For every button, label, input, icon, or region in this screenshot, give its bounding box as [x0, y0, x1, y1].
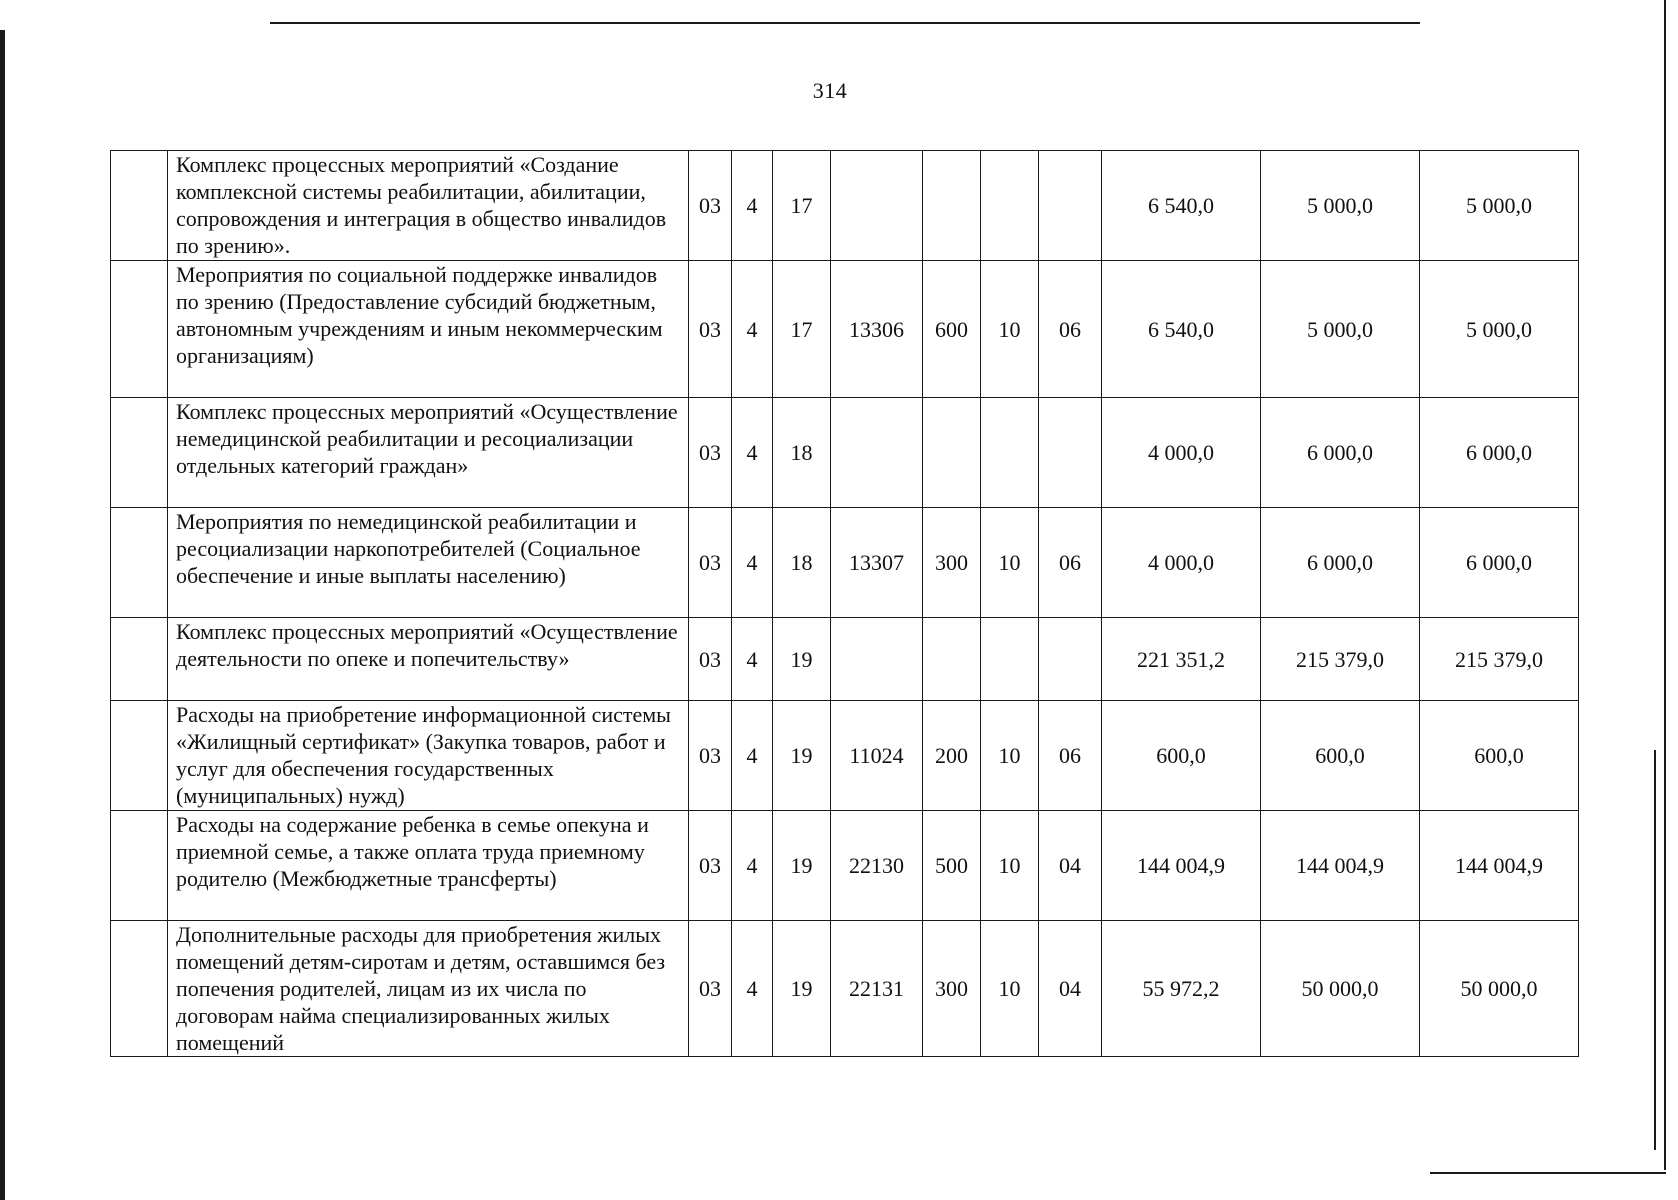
subprogram-code: 17	[773, 151, 831, 261]
section-code: 10	[981, 701, 1039, 811]
row-name: Расходы на содержание ребенка в семье опекуна и приемной семье, а также оплата труда приемному родителю (Межбюджетные трансферты)	[176, 812, 649, 891]
scan-top-edge	[270, 22, 1420, 24]
row-name-cell	[168, 261, 689, 398]
direction-code	[831, 618, 923, 701]
expense-type-code	[923, 151, 981, 261]
amount-year-1: 55 972,2	[1102, 921, 1261, 1057]
amount-year-3: 5 000,0	[1420, 261, 1579, 398]
ministry-code: 03	[689, 811, 732, 921]
program-code: 4	[732, 921, 773, 1057]
subprogram-code: 18	[773, 398, 831, 508]
direction-code	[831, 151, 923, 261]
amount-year-1: 144 004,9	[1102, 811, 1261, 921]
expense-type-code: 200	[923, 701, 981, 811]
amount-year-2: 144 004,9	[1261, 811, 1420, 921]
section-code: 10	[981, 811, 1039, 921]
program-code: 4	[732, 151, 773, 261]
amount-year-2: 6 000,0	[1261, 398, 1420, 508]
direction-code	[831, 398, 923, 508]
section-code	[981, 151, 1039, 261]
amount-year-2: 5 000,0	[1261, 261, 1420, 398]
row-number-cell	[111, 921, 168, 1057]
amount-year-2: 6 000,0	[1261, 508, 1420, 618]
row-name: Мероприятия по немедицинской реабилитации и ресоциализации наркопотребителей (Социальное обеспечение и иные выплаты населению)	[176, 509, 641, 588]
section-code	[981, 398, 1039, 508]
direction-code: 13306	[831, 261, 923, 398]
row-name-cell	[168, 508, 689, 618]
direction-code: 22130	[831, 811, 923, 921]
row-number-cell	[111, 811, 168, 921]
table-row	[111, 921, 1579, 1057]
ministry-code: 03	[689, 261, 732, 398]
row-number-cell	[111, 398, 168, 508]
section-code	[981, 618, 1039, 701]
amount-year-3: 5 000,0	[1420, 151, 1579, 261]
ministry-code: 03	[689, 618, 732, 701]
page-number: 314	[812, 78, 848, 103]
row-name: Расходы на приобретение информационной системы «Жилищный сертификат» (Закупка товаров, работ и услуг для обеспечения государственных (муниципальных) нужд)	[176, 702, 671, 808]
row-name-cell	[168, 618, 689, 701]
amount-year-3: 6 000,0	[1420, 398, 1579, 508]
subsection-code: 06	[1039, 701, 1102, 811]
amount-year-3: 50 000,0	[1420, 921, 1579, 1057]
row-number-cell	[111, 261, 168, 398]
amount-year-3: 215 379,0	[1420, 618, 1579, 701]
row-number-cell	[111, 618, 168, 701]
subsection-code	[1039, 618, 1102, 701]
row-name: Комплекс процессных мероприятий «Создание комплексной системы реабилитации, абилитации, сопровождения и интеграция в общество инвалидов по зрению».	[176, 152, 667, 258]
subprogram-code: 19	[773, 618, 831, 701]
row-name: Комплекс процессных мероприятий «Осуществление деятельности по опеке и попечительству»	[176, 619, 678, 671]
amount-year-3: 600,0	[1420, 701, 1579, 811]
amount-year-3: 144 004,9	[1420, 811, 1579, 921]
amount-year-1: 4 000,0	[1102, 398, 1261, 508]
ministry-code: 03	[689, 508, 732, 618]
expense-type-code	[923, 618, 981, 701]
subprogram-code: 18	[773, 508, 831, 618]
program-code: 4	[732, 618, 773, 701]
scan-right-mark	[1654, 750, 1656, 1150]
table-row	[111, 618, 1579, 701]
expense-type-code	[923, 398, 981, 508]
program-code: 4	[732, 811, 773, 921]
scan-left-edge	[0, 30, 5, 1200]
amount-year-1: 6 540,0	[1102, 151, 1261, 261]
subsection-code	[1039, 151, 1102, 261]
subsection-code: 06	[1039, 261, 1102, 398]
direction-code: 13307	[831, 508, 923, 618]
amount-year-1: 221 351,2	[1102, 618, 1261, 701]
row-number-cell	[111, 151, 168, 261]
row-name-cell	[168, 811, 689, 921]
amount-year-2: 5 000,0	[1261, 151, 1420, 261]
section-code: 10	[981, 261, 1039, 398]
subsection-code	[1039, 398, 1102, 508]
ministry-code: 03	[689, 398, 732, 508]
section-code: 10	[981, 508, 1039, 618]
subprogram-code: 19	[773, 701, 831, 811]
row-number-cell	[111, 701, 168, 811]
table-row	[111, 508, 1579, 618]
row-name-cell	[168, 921, 689, 1057]
ministry-code: 03	[689, 701, 732, 811]
table-row	[111, 261, 1579, 398]
table-row	[111, 398, 1579, 508]
direction-code: 22131	[831, 921, 923, 1057]
amount-year-3: 6 000,0	[1420, 508, 1579, 618]
scan-bottom-right-edge	[1430, 1172, 1666, 1174]
program-code: 4	[732, 508, 773, 618]
expense-type-code: 300	[923, 921, 981, 1057]
program-code: 4	[732, 261, 773, 398]
program-code: 4	[732, 398, 773, 508]
budget-table	[110, 150, 1579, 1057]
subprogram-code: 17	[773, 261, 831, 398]
subprogram-code: 19	[773, 921, 831, 1057]
amount-year-2: 600,0	[1261, 701, 1420, 811]
row-name: Комплекс процессных мероприятий «Осуществление немедицинской реабилитации и ресоциализации отдельных категорий граждан»	[176, 399, 678, 478]
amount-year-1: 600,0	[1102, 701, 1261, 811]
row-name-cell	[168, 398, 689, 508]
row-name: Дополнительные расходы для приобретения жилых помещений детям-сиротам и детям, оставшимся без попечения родителей, лицам из их числа по договорам найма специализированных жилых помещений	[176, 922, 666, 1055]
table-row	[111, 811, 1579, 921]
program-code: 4	[732, 701, 773, 811]
expense-type-code: 300	[923, 508, 981, 618]
scan-right-edge	[1664, 0, 1666, 1170]
expense-type-code: 500	[923, 811, 981, 921]
subprogram-code: 19	[773, 811, 831, 921]
amount-year-1: 4 000,0	[1102, 508, 1261, 618]
ministry-code: 03	[689, 921, 732, 1057]
subsection-code: 04	[1039, 811, 1102, 921]
ministry-code: 03	[689, 151, 732, 261]
subsection-code: 06	[1039, 508, 1102, 618]
amount-year-2: 215 379,0	[1261, 618, 1420, 701]
subsection-code: 04	[1039, 921, 1102, 1057]
row-number-cell	[111, 508, 168, 618]
direction-code: 11024	[831, 701, 923, 811]
row-name: Мероприятия по социальной поддержке инвалидов по зрению (Предоставление субсидий бюджетным, автономным учреждениям и иным некоммерческим организациям)	[176, 262, 663, 368]
expense-type-code: 600	[923, 261, 981, 398]
amount-year-1: 6 540,0	[1102, 261, 1261, 398]
row-name-cell	[168, 701, 689, 811]
amount-year-2: 50 000,0	[1261, 921, 1420, 1057]
section-code: 10	[981, 921, 1039, 1057]
row-name-cell	[168, 151, 689, 261]
table-row	[111, 151, 1579, 261]
table-row	[111, 701, 1579, 811]
